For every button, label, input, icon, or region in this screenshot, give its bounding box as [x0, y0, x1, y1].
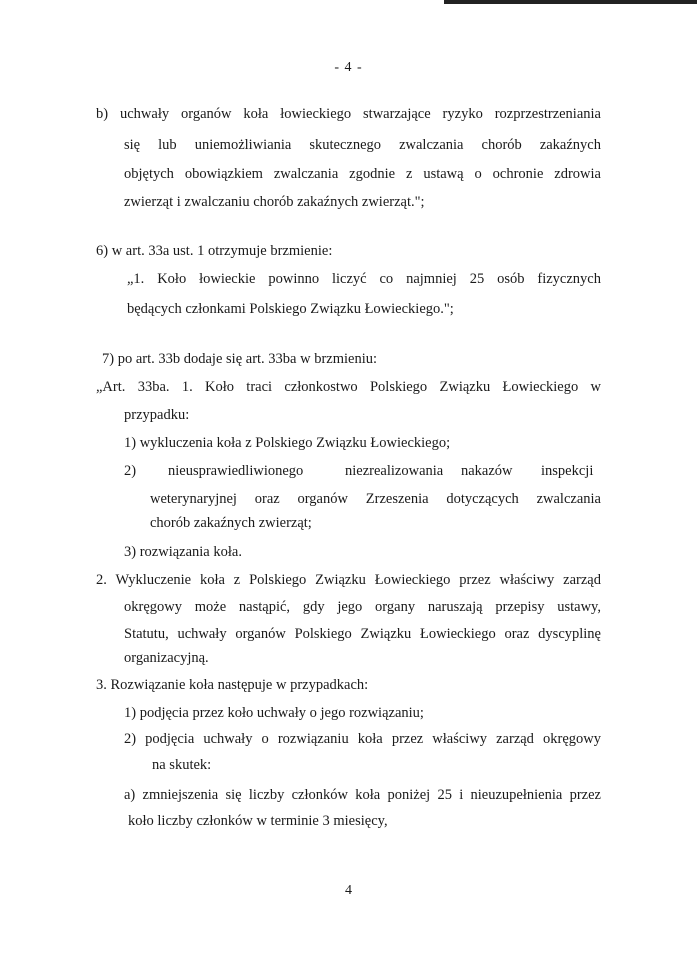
ust3-point-2-line-2: na skutek: [152, 757, 212, 773]
ust3-letter-a-line-2: koło liczby członków w terminie 3 miesięcy, [128, 813, 388, 829]
art33ba-point-2-word-1: nieusprawiedliwionego [168, 463, 304, 479]
para-b-line-2: się lub uniemożliwiania skutecznego zwalczania chorób zakaźnych [124, 137, 601, 153]
art33ba-point-2-word-4: inspekcji [541, 463, 594, 479]
ust2-line-3: Statutu, uchwały organów Polskiego Związku Łowieckiego oraz dyscyplinę [124, 626, 601, 642]
scan-edge-mark [444, 0, 697, 4]
para-b-line-3: objętych obowiązkiem zwalczania zgodnie z ustawą o ochronie zdrowia [124, 166, 601, 182]
art33ba-point-2-word-3: nakazów [461, 463, 513, 479]
art33ba-line-2: przypadku: [124, 407, 190, 423]
item7-intro: 7) po art. 33b dodaje się art. 33ba w brzmieniu: [102, 351, 378, 367]
ust2-line-4: organizacyjną. [124, 650, 209, 666]
page-number: 4 [345, 883, 352, 898]
art33ba-point-2-number: 2) [124, 463, 137, 479]
art33ba-point-1: 1) wykluczenia koła z Polskiego Związku Łowieckiego; [124, 435, 451, 451]
art33ba-point-2-line-2: weterynaryjnej oraz organów Zrzeszenia dotyczących zwalczania [150, 491, 601, 507]
page-header-marker: - 4 - [334, 60, 363, 75]
item6-text-line-1: „1. Koło łowieckie powinno liczyć co najmniej 25 osób fizycznych [127, 271, 601, 287]
ust3-point-2-line-1: 2) podjęcia uchwały o rozwiązaniu koła przez właściwy zarząd okręgowy [124, 731, 601, 747]
art33ba-point-2-word-2: niezrealizowania [345, 463, 444, 479]
para-b-line-4: zwierząt i zwalczaniu chorób zakaźnych zwierząt."; [124, 194, 425, 210]
art33ba-point-3: 3) rozwiązania koła. [124, 544, 242, 560]
art33ba-line-1: „Art. 33ba. 1. Koło traci członkostwo Polskiego Związku Łowieckiego w [96, 379, 601, 395]
ust2-line-1: 2. Wykluczenie koła z Polskiego Związku Łowieckiego przez właściwy zarząd [96, 572, 601, 588]
ust3-letter-a-line-1: a) zmniejszenia się liczby członków koła poniżej 25 i nieuzupełnienia przez [124, 787, 601, 803]
ust3-point-1: 1) podjęcia przez koło uchwały o jego rozwiązaniu; [124, 705, 424, 721]
para-b-line-1: b) uchwały organów koła łowieckiego stwarzające ryzyko rozprzestrzeniania [96, 106, 601, 122]
art33ba-point-2-line-3: chorób zakaźnych zwierząt; [150, 515, 312, 531]
ust3-intro: 3. Rozwiązanie koła następuje w przypadkach: [96, 677, 369, 693]
item6-text-line-2: będących członkami Polskiego Związku Łowieckiego."; [127, 301, 454, 317]
ust2-line-2: okręgowy może nastąpić, gdy jego organy naruszają przepisy ustawy, [124, 599, 601, 615]
item6-intro: 6) w art. 33a ust. 1 otrzymuje brzmienie: [96, 243, 333, 259]
